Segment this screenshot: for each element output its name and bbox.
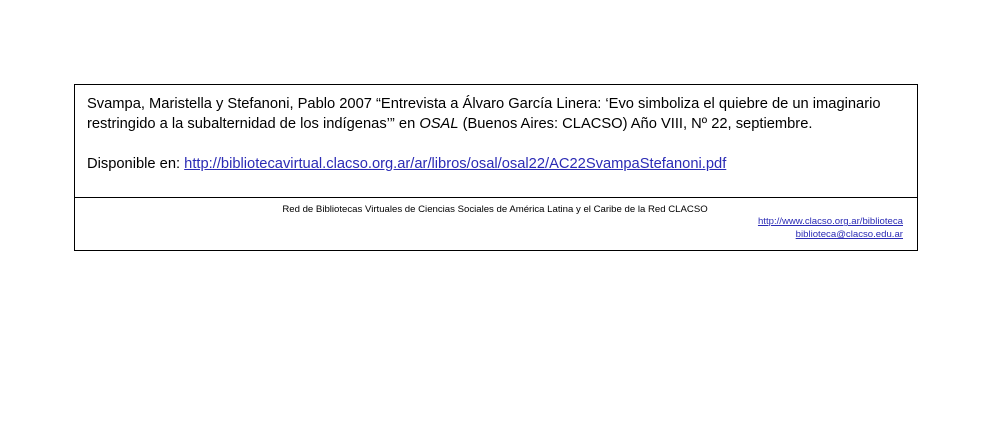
clacso-library-link[interactable]: http://www.clacso.org.ar/biblioteca <box>757 216 903 228</box>
citation-text-after-italic: (Buenos Aires: CLACSO) Año VIII, Nº 22, septiembre. <box>458 115 813 132</box>
citation-paragraph <box>87 95 905 134</box>
footer-email-line <box>87 229 903 242</box>
citation-box <box>74 84 918 251</box>
citation-journal-title: OSAL <box>419 115 459 132</box>
clacso-email-link[interactable]: biblioteca@clacso.edu.ar <box>795 228 903 240</box>
citation-body <box>75 85 917 189</box>
footer-website-line <box>87 216 903 229</box>
availability-line <box>87 134 905 175</box>
availability-label: Disponible en: <box>87 156 185 173</box>
footer-network-text: Red de Bibliotecas Virtuales de Ciencias Sociales de América Latina y el Caribe de la Red CLACSO <box>282 203 708 215</box>
document-pdf-link[interactable]: http://bibliotecavirtual.clacso.org.ar/ar/libros/osal/osal22/AC22SvampaStefanoni.pdf <box>184 156 727 173</box>
document-footer <box>75 198 917 250</box>
citation-text-before-italic: Svampa, Maristella y Stefanoni, Pablo 2007 “Entrevista a Álvaro García Linera: ‘Evo simboliza el quiebre de un imaginario restringido a la subalternidad de los indígenas’” en <box>87 96 881 132</box>
